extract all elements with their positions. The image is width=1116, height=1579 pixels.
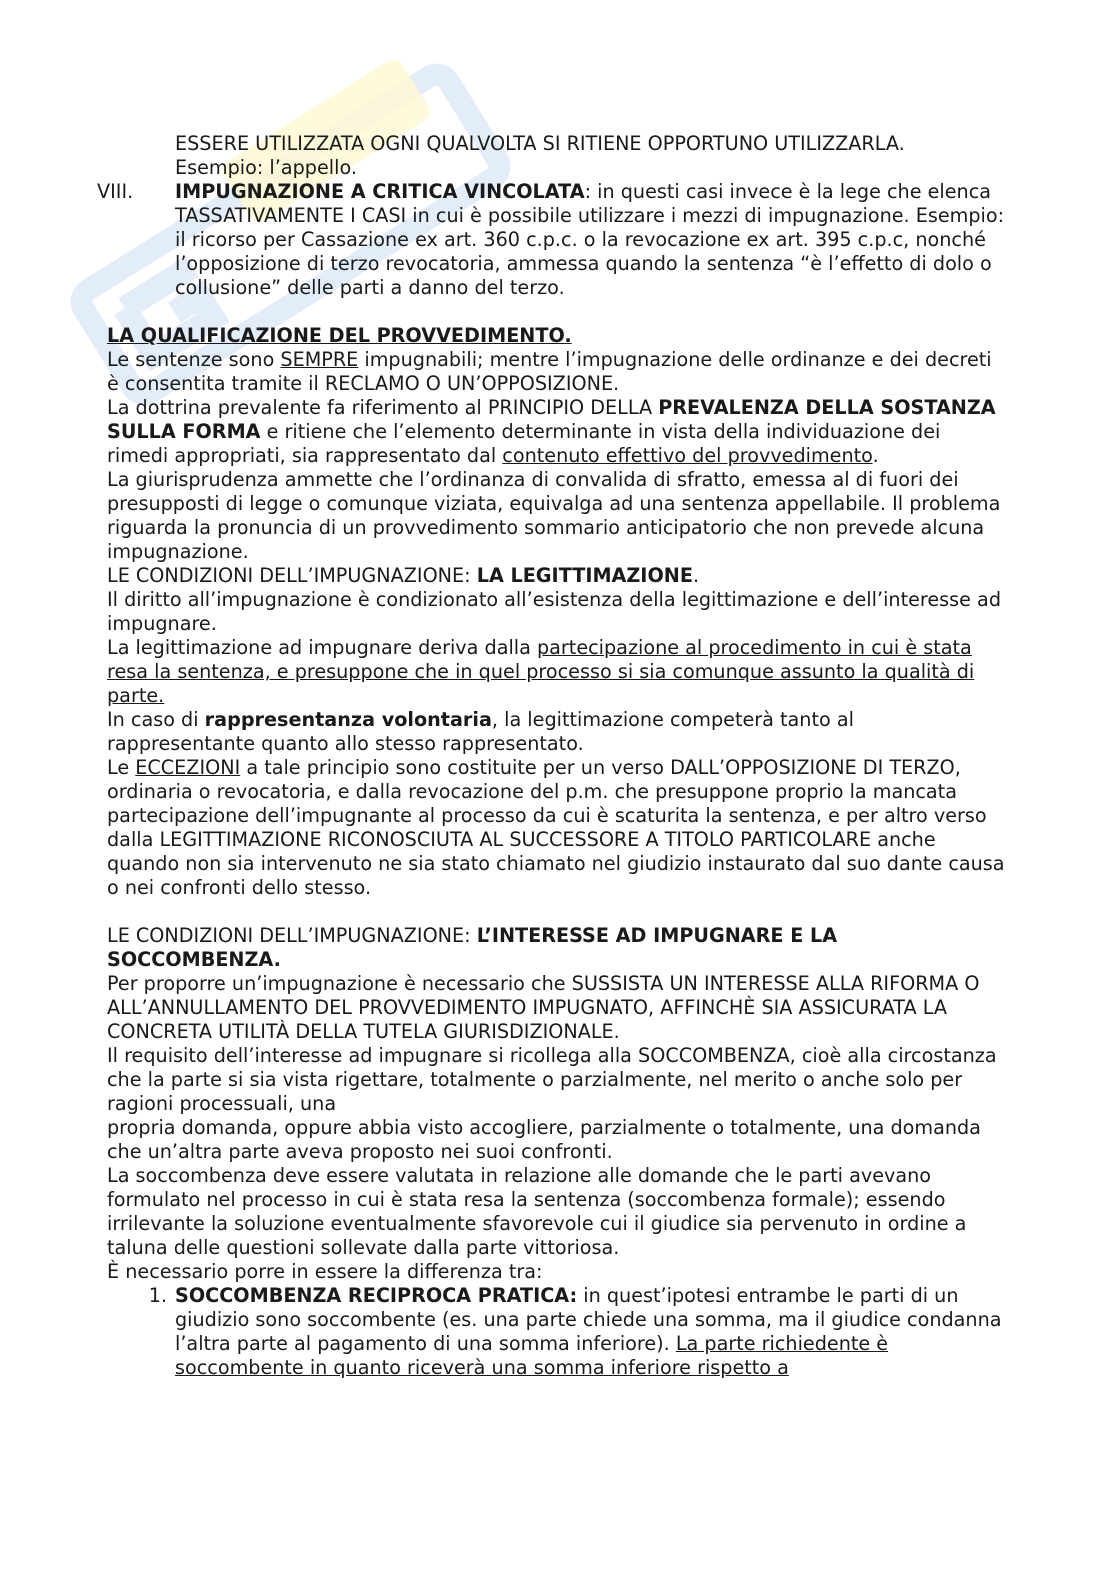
section-heading: LE CONDIZIONI DELL’IMPUGNAZIONE: L’INTERESSE AD IMPUGNARE E LA SOCCOMBENZA. — [107, 924, 838, 971]
list-marker: 1. — [148, 1284, 167, 1307]
paragraph: Le ECCEZIONI a tale principio sono costituite per un verso DALL’OPPOSIZIONE DI TERZO, ordinaria o revocatoria, e dalla revocazione del p.m. che presuppone proprio la mancata partecipazione dell’impugnante al processo da cui è scaturita la sentenza, e per altro verso dalla LEGITTIMAZIONE RICONOSCIUTA AL SUCCESSORE A TITOLO PARTICOLARE anche quando non sia intervenuto ne sia stato chiamato nel giudizio instaurato dal suo dante causa o nei confronti dello stesso. — [107, 756, 1005, 899]
list-item — [107, 1284, 1007, 1380]
list-marker: VIII. — [97, 180, 134, 203]
paragraph: In caso di rappresentanza volontaria, la legittimazione competerà tanto al rappresentante quanto allo stesso rappresentato. — [107, 708, 854, 755]
paragraph: Il diritto all’impugnazione è condizionato all’esistenza della legittimazione e dell’interesse ad impugnare. — [107, 588, 1001, 635]
paragraph: Le sentenze sono SEMPRE impugnabili; mentre l’impugnazione delle ordinanze e dei decreti è consentita tramite il RECLAMO O UN’OPPOSIZIONE. — [107, 348, 992, 395]
paragraph: Per proporre un’impugnazione è necessario che SUSSISTA UN INTERESSE ALLA RIFORMA O ALL’ANNULLAMENTO DEL PROVVEDIMENTO IMPUGNATO, AFFINCHÈ SIA ASSICURATA LA CONCRETA UTILITÀ DELLA TUTELA GIURISDIZIONALE. — [107, 972, 980, 1043]
paragraph: Il requisito dell’interesse ad impugnare si ricollega alla SOCCOMBENZA, cioè alla circostanza che la parte si sia vista rigettare, totalmente o parzialmente, nel merito o anche solo per ragioni processuali, una — [107, 1044, 997, 1115]
paragraph: La giurisprudenza ammette che l’ordinanza di convalida di sfratto, emessa al di fuori dei presupposti di legge o comunque viziata, equivalga ad una sentenza appellabile. Il problema riguarda la pronuncia di un provvedimento sommario anticipatorio che non prevede alcuna impugnazione. — [107, 468, 1001, 563]
subheading: LE CONDIZIONI DELL’IMPUGNAZIONE: LA LEGITTIMAZIONE. — [107, 564, 700, 587]
continued-item — [107, 132, 1007, 180]
paragraph: propria domanda, oppure abbia visto accogliere, parzialmente o totalmente, una domanda che un’altra parte aveva proposto nei suoi confronti. — [107, 1116, 981, 1163]
list-item-viii — [97, 180, 1007, 300]
paragraph: IMPUGNAZIONE A CRITICA VINCOLATA: in questi casi invece è la lege che elenca TASSATIVAMENTE I CASI in cui è possibile utilizzare i mezzi di impugnazione. Esempio: il ricorso per Cassazione ex art. 360 c.p.c. o la revocazione ex art. 395 c.p.c, nonché l’opposizione di terzo revocatoria, ammessa quando la sentenza “è l’effetto di dolo o collusione” delle parti a danno del terzo. — [175, 180, 1005, 299]
section-heading: LA QUALIFICAZIONE DEL PROVVEDIMENTO. — [107, 324, 572, 347]
paragraph: La dottrina prevalente fa riferimento al PRINCIPIO DELLA PREVALENZA DELLA SOSTANZA SULLA FORMA e ritiene che l’elemento determinante in vista della individuazione dei rimedi appropriati, sia rappresentato dal contenuto effettivo del provvedimento. — [107, 396, 996, 467]
document-body — [97, 132, 1007, 1380]
paragraph: La legittimazione ad impugnare deriva dalla partecipazione al procedimento in cui è stata resa la sentenza, e presuppone che in quel processo si sia comunque assunto la qualità di parte. — [107, 636, 975, 707]
item-title: IMPUGNAZIONE A CRITICA VINCOLATA — [175, 180, 585, 203]
paragraph: Esempio: l’appello. — [175, 156, 357, 179]
paragraph: SOCCOMBENZA RECIPROCA PRATICA: in quest’ipotesi entrambe le parti di un giudizio sono soccombente (es. una parte chiede una somma, ma il giudice condanna l’altra parte al pagamento di una somma inferiore). La parte richiedente è soccombente in quanto riceverà una somma inferiore rispetto a — [175, 1284, 1002, 1379]
paragraph: ESSERE UTILIZZATA OGNI QUALVOLTA SI RITIENE OPPORTUNO UTILIZZARLA. — [175, 132, 905, 155]
paragraph: È necessario porre in essere la differenza tra: — [107, 1260, 543, 1283]
paragraph: La soccombenza deve essere valutata in relazione alle domande che le parti avevano formulato nel processo in cui è stata resa la sentenza (soccombenza formale); essendo irrilevante la soluzione eventualmente sfavorevole cui il giudice sia pervenuto in ordine a taluna delle questioni sollevate dalla parte vittoriosa. — [107, 1164, 967, 1259]
